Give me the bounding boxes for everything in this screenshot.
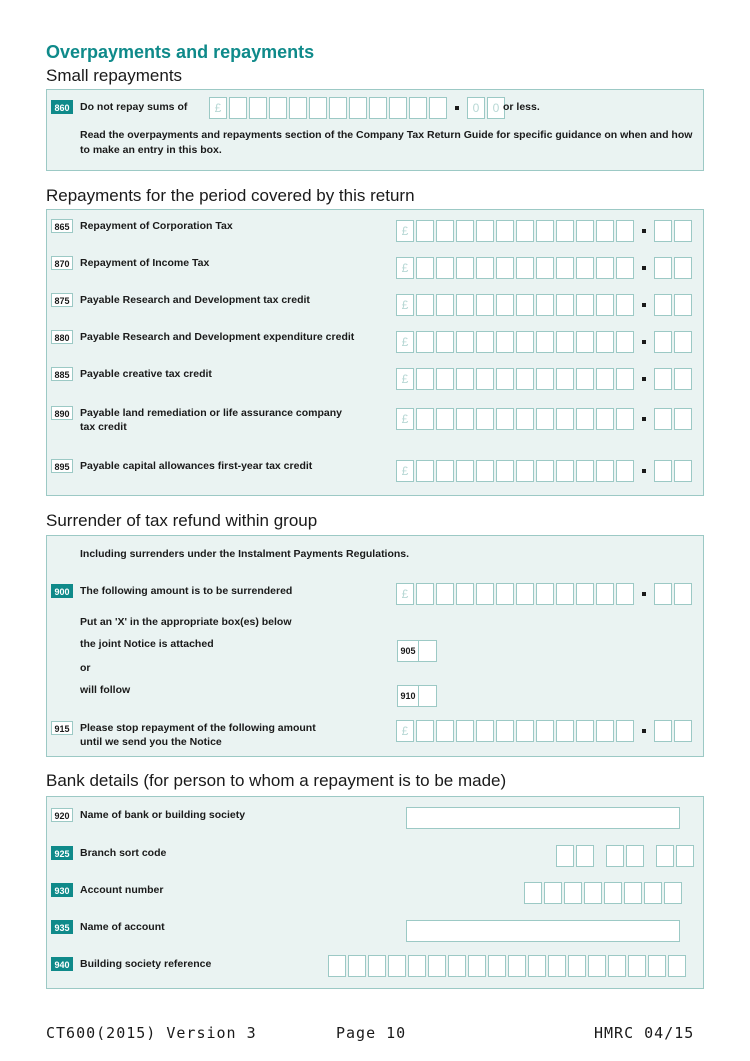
digit-box[interactable] xyxy=(556,583,574,605)
digit-box[interactable] xyxy=(416,368,434,390)
pence-box[interactable] xyxy=(674,408,692,430)
digit-box[interactable] xyxy=(536,257,554,279)
box-number-935: 935 xyxy=(51,920,73,934)
decimal-point xyxy=(642,592,646,596)
digit-box[interactable] xyxy=(576,294,594,316)
box-number-875: 875 xyxy=(51,293,73,307)
box-number-890: 890 xyxy=(51,406,73,420)
digit-box[interactable] xyxy=(596,583,614,605)
account-name-input[interactable] xyxy=(406,920,680,942)
pound-sign: £ xyxy=(396,331,414,353)
digit-box[interactable] xyxy=(496,583,514,605)
digit-box[interactable] xyxy=(536,460,554,482)
digit-box[interactable] xyxy=(596,294,614,316)
repayment-row-865 xyxy=(51,219,233,233)
digit-box[interactable] xyxy=(476,408,494,430)
sort-code-input[interactable] xyxy=(556,845,696,867)
box-860-label: Do not repay sums of xyxy=(80,101,188,113)
digit-box[interactable] xyxy=(416,331,434,353)
box-890-label: Payable land remediation or life assurance company tax credit xyxy=(80,407,343,433)
box-920-label: Name of bank or building society xyxy=(80,809,246,821)
pence-box[interactable] xyxy=(654,720,672,742)
digit-box[interactable] xyxy=(576,408,594,430)
reference-char-box[interactable] xyxy=(628,955,646,977)
digit-box[interactable] xyxy=(416,720,434,742)
digit-box[interactable] xyxy=(556,257,574,279)
digit-box[interactable] xyxy=(616,368,634,390)
repayments-panel xyxy=(46,209,704,496)
box-number-910: 910 xyxy=(397,685,419,707)
digit-box[interactable] xyxy=(516,583,534,605)
pence-digit: 0 xyxy=(487,97,505,119)
digit-box[interactable] xyxy=(596,720,614,742)
pence-box[interactable] xyxy=(674,583,692,605)
digit-box[interactable] xyxy=(476,294,494,316)
reference-char-box[interactable] xyxy=(448,955,466,977)
box-880-amount-input[interactable] xyxy=(396,331,694,353)
pound-sign: £ xyxy=(209,97,227,119)
decimal-point xyxy=(642,469,646,473)
pence-box[interactable] xyxy=(654,257,672,279)
section-heading-bank-details: Bank details (for person to whom a repayment is to be made) xyxy=(46,771,507,790)
pound-sign: £ xyxy=(396,220,414,242)
digit-box[interactable] xyxy=(456,294,474,316)
digit-box[interactable] xyxy=(536,294,554,316)
box-number-920: 920 xyxy=(51,808,73,822)
digit-box[interactable] xyxy=(616,583,634,605)
digit-box[interactable] xyxy=(436,220,454,242)
box-885-label: Payable creative tax credit xyxy=(80,368,212,380)
box-890-amount-input[interactable] xyxy=(396,408,694,430)
box-860-suffix: or less. xyxy=(503,101,540,113)
box-885-amount-input[interactable] xyxy=(396,368,694,390)
box-900-label: The following amount is to be surrendered xyxy=(80,585,293,597)
pence-box[interactable] xyxy=(654,368,672,390)
digit-box[interactable] xyxy=(456,408,474,430)
digit-box[interactable] xyxy=(476,720,494,742)
digit-box[interactable] xyxy=(436,408,454,430)
reference-char-box[interactable] xyxy=(368,955,386,977)
section-heading-surrender: Surrender of tax refund within group xyxy=(46,511,318,530)
reference-char-box[interactable] xyxy=(348,955,366,977)
repayment-row-870 xyxy=(51,256,209,270)
box-860-guidance: Read the overpayments and repayments section of the Company Tax Return Guide for specific guidance on when and how to make an entry in this box. xyxy=(80,129,693,156)
digit-box[interactable] xyxy=(436,294,454,316)
digit-box[interactable] xyxy=(436,368,454,390)
reference-char-box[interactable] xyxy=(648,955,666,977)
digit-box[interactable] xyxy=(436,720,454,742)
digit-box[interactable] xyxy=(596,220,614,242)
box-915-label-line2: until we send you the Notice xyxy=(80,736,222,748)
page-title: Overpayments and repayments xyxy=(46,42,315,62)
digit-box[interactable] xyxy=(436,257,454,279)
digit-box[interactable] xyxy=(576,220,594,242)
digit-box[interactable] xyxy=(616,331,634,353)
box-875-amount-input[interactable] xyxy=(396,294,694,316)
option-905-label: the joint Notice is attached xyxy=(80,638,214,650)
digit-box[interactable] xyxy=(416,583,434,605)
repayment-row-885 xyxy=(51,367,212,381)
small-repayments-panel xyxy=(46,89,704,171)
decimal-point xyxy=(642,377,646,381)
surrender-intro: Including surrenders under the Instalment Payments Regulations. xyxy=(80,548,410,560)
decimal-point xyxy=(642,229,646,233)
digit-box[interactable] xyxy=(436,331,454,353)
decimal-point xyxy=(642,340,646,344)
reference-char-box[interactable] xyxy=(468,955,486,977)
box-number-915: 915 xyxy=(51,721,73,735)
digit-box[interactable] xyxy=(496,294,514,316)
digit-box[interactable] xyxy=(576,368,594,390)
footer-hmrc-code: HMRC 04/15 xyxy=(594,1024,695,1042)
box-880-label: Payable Research and Development expenditure credit xyxy=(80,331,355,343)
digit-box[interactable] xyxy=(536,220,554,242)
footer-page-number: Page 10 xyxy=(336,1024,407,1042)
digit-box[interactable] xyxy=(456,583,474,605)
digit-box[interactable] xyxy=(496,368,514,390)
pence-box[interactable] xyxy=(674,220,692,242)
digit-box[interactable] xyxy=(476,368,494,390)
digit-box[interactable] xyxy=(596,331,614,353)
digit-box[interactable] xyxy=(576,583,594,605)
section-heading-small-repayments: Small repayments xyxy=(46,66,183,85)
decimal-point xyxy=(642,729,646,733)
digit-box[interactable] xyxy=(616,720,634,742)
pence-box[interactable] xyxy=(654,294,672,316)
box-940-label: Building society reference xyxy=(80,958,212,970)
digit-box[interactable] xyxy=(476,583,494,605)
pound-sign: £ xyxy=(396,583,414,605)
digit-box[interactable] xyxy=(436,460,454,482)
pence-box[interactable] xyxy=(674,720,692,742)
box-865-amount-input[interactable] xyxy=(396,220,694,242)
surrender-instruction: Put an 'X' in the appropriate box(es) below xyxy=(80,616,292,628)
box-895-label: Payable capital allowances first-year tax credit xyxy=(80,460,313,472)
digit-box[interactable] xyxy=(556,331,574,353)
digit-box[interactable] xyxy=(596,408,614,430)
decimal-point xyxy=(642,303,646,307)
option-910-label: will follow xyxy=(80,684,131,696)
decimal-point xyxy=(455,106,459,110)
box-number-925: 925 xyxy=(51,846,73,860)
reference-char-box[interactable] xyxy=(588,955,606,977)
box-number-880: 880 xyxy=(51,330,73,344)
digit-box[interactable] xyxy=(556,368,574,390)
pence-box[interactable] xyxy=(654,331,672,353)
box-number-865: 865 xyxy=(51,219,73,233)
pence-box[interactable] xyxy=(654,583,672,605)
decimal-point xyxy=(642,266,646,270)
digit-box[interactable] xyxy=(556,460,574,482)
pence-box[interactable] xyxy=(674,331,692,353)
digit-box[interactable] xyxy=(476,257,494,279)
digit-box[interactable] xyxy=(616,408,634,430)
box-895-amount-input[interactable] xyxy=(396,460,694,482)
digit-box[interactable] xyxy=(436,583,454,605)
box-860-amount-input[interactable] xyxy=(209,97,507,119)
reference-char-box[interactable] xyxy=(408,955,426,977)
reference-char-box[interactable] xyxy=(328,955,346,977)
section-heading-repayments: Repayments for the period covered by this return xyxy=(46,186,415,205)
digit-box[interactable] xyxy=(416,460,434,482)
reference-char-box[interactable] xyxy=(388,955,406,977)
digit-box[interactable] xyxy=(456,257,474,279)
digit-box[interactable] xyxy=(516,331,534,353)
digit-box[interactable] xyxy=(496,720,514,742)
box-915-label xyxy=(80,721,316,749)
reference-char-box[interactable] xyxy=(608,955,626,977)
building-society-reference-input[interactable] xyxy=(328,955,688,977)
digit-box[interactable] xyxy=(536,408,554,430)
box-number-940: 940 xyxy=(51,957,73,971)
box-915-label-line1: Please stop repayment of the following amount xyxy=(80,722,316,734)
box-905-checkbox[interactable] xyxy=(397,640,437,662)
digit-box[interactable] xyxy=(516,294,534,316)
reference-char-box[interactable] xyxy=(488,955,506,977)
digit-box[interactable] xyxy=(576,720,594,742)
digit-box[interactable] xyxy=(456,220,474,242)
digit-box[interactable] xyxy=(556,408,574,430)
digit-box[interactable] xyxy=(536,583,554,605)
digit-box[interactable] xyxy=(516,408,534,430)
box-915-amount-input[interactable] xyxy=(396,720,694,742)
digit-box[interactable] xyxy=(576,257,594,279)
box-925-label: Branch sort code xyxy=(80,847,167,859)
pence-box[interactable] xyxy=(654,220,672,242)
box-875-label: Payable Research and Development tax credit xyxy=(80,294,310,306)
digit-box[interactable] xyxy=(496,408,514,430)
reference-char-box[interactable] xyxy=(668,955,686,977)
repayment-row-875 xyxy=(51,293,310,307)
digit-box[interactable] xyxy=(416,408,434,430)
box-number-930: 930 xyxy=(51,883,73,897)
box-870-label: Repayment of Income Tax xyxy=(80,257,210,269)
digit-box[interactable] xyxy=(556,720,574,742)
reference-char-box[interactable] xyxy=(508,955,526,977)
reference-char-box[interactable] xyxy=(528,955,546,977)
digit-box[interactable] xyxy=(416,220,434,242)
pence-box[interactable] xyxy=(674,294,692,316)
surrender-panel xyxy=(46,535,704,757)
repayment-row-890 xyxy=(51,406,342,434)
pence-digit: 0 xyxy=(467,97,485,119)
digit-box[interactable] xyxy=(536,368,554,390)
digit-box[interactable] xyxy=(496,460,514,482)
repayment-row-880 xyxy=(51,330,354,344)
digit-box[interactable] xyxy=(556,294,574,316)
digit-box[interactable] xyxy=(576,460,594,482)
digit-box[interactable] xyxy=(496,331,514,353)
box-number-860: 860 xyxy=(51,100,73,114)
bank-panel xyxy=(46,796,704,989)
box-number-870: 870 xyxy=(51,256,73,270)
digit-box[interactable] xyxy=(616,460,634,482)
or-text: or xyxy=(80,662,91,674)
digit-box[interactable] xyxy=(596,257,614,279)
digit-box[interactable] xyxy=(476,220,494,242)
digit-box[interactable] xyxy=(516,720,534,742)
digit-box[interactable] xyxy=(416,257,434,279)
digit-box[interactable] xyxy=(456,368,474,390)
box-number-895: 895 xyxy=(51,459,73,473)
pence-box[interactable] xyxy=(654,460,672,482)
box-900-amount-input[interactable] xyxy=(396,583,694,605)
footer-form-version: CT600(2015) Version 3 xyxy=(46,1024,257,1042)
box-930-label: Account number xyxy=(80,884,164,896)
digit-box[interactable] xyxy=(616,220,634,242)
bank-name-input[interactable] xyxy=(406,807,680,829)
pound-sign: £ xyxy=(396,257,414,279)
box-number-885: 885 xyxy=(51,367,73,381)
pence-box[interactable] xyxy=(654,408,672,430)
digit-box[interactable] xyxy=(576,331,594,353)
box-910-checkbox[interactable] xyxy=(397,685,437,707)
digit-box[interactable] xyxy=(536,331,554,353)
pound-sign: £ xyxy=(396,460,414,482)
pound-sign: £ xyxy=(396,368,414,390)
pence-box[interactable] xyxy=(674,460,692,482)
pound-sign: £ xyxy=(396,720,414,742)
digit-box[interactable] xyxy=(516,220,534,242)
digit-box[interactable] xyxy=(556,220,574,242)
reference-char-box[interactable] xyxy=(568,955,586,977)
digit-box[interactable] xyxy=(616,257,634,279)
digit-box[interactable] xyxy=(536,720,554,742)
repayment-row-895 xyxy=(51,459,312,473)
decimal-point xyxy=(642,417,646,421)
box-935-label: Name of account xyxy=(80,921,165,933)
digit-box[interactable] xyxy=(596,368,614,390)
digit-box[interactable] xyxy=(416,294,434,316)
reference-char-box[interactable] xyxy=(548,955,566,977)
pence-box[interactable] xyxy=(674,368,692,390)
digit-box[interactable] xyxy=(616,294,634,316)
pound-sign: £ xyxy=(396,294,414,316)
pound-sign: £ xyxy=(396,408,414,430)
digit-box[interactable] xyxy=(496,220,514,242)
digit-box[interactable] xyxy=(596,460,614,482)
box-865-label: Repayment of Corporation Tax xyxy=(80,220,233,232)
digit-box[interactable] xyxy=(456,331,474,353)
digit-box[interactable] xyxy=(496,257,514,279)
box-number-905: 905 xyxy=(397,640,419,662)
box-number-900: 900 xyxy=(51,584,73,598)
digit-box[interactable] xyxy=(476,460,494,482)
digit-box[interactable] xyxy=(456,720,474,742)
pence-box[interactable] xyxy=(674,257,692,279)
box-870-amount-input[interactable] xyxy=(396,257,694,279)
reference-char-box[interactable] xyxy=(428,955,446,977)
digit-box[interactable] xyxy=(456,460,474,482)
digit-box[interactable] xyxy=(516,257,534,279)
account-number-input[interactable] xyxy=(524,882,684,904)
digit-box[interactable] xyxy=(516,368,534,390)
digit-box[interactable] xyxy=(516,460,534,482)
digit-box[interactable] xyxy=(476,331,494,353)
